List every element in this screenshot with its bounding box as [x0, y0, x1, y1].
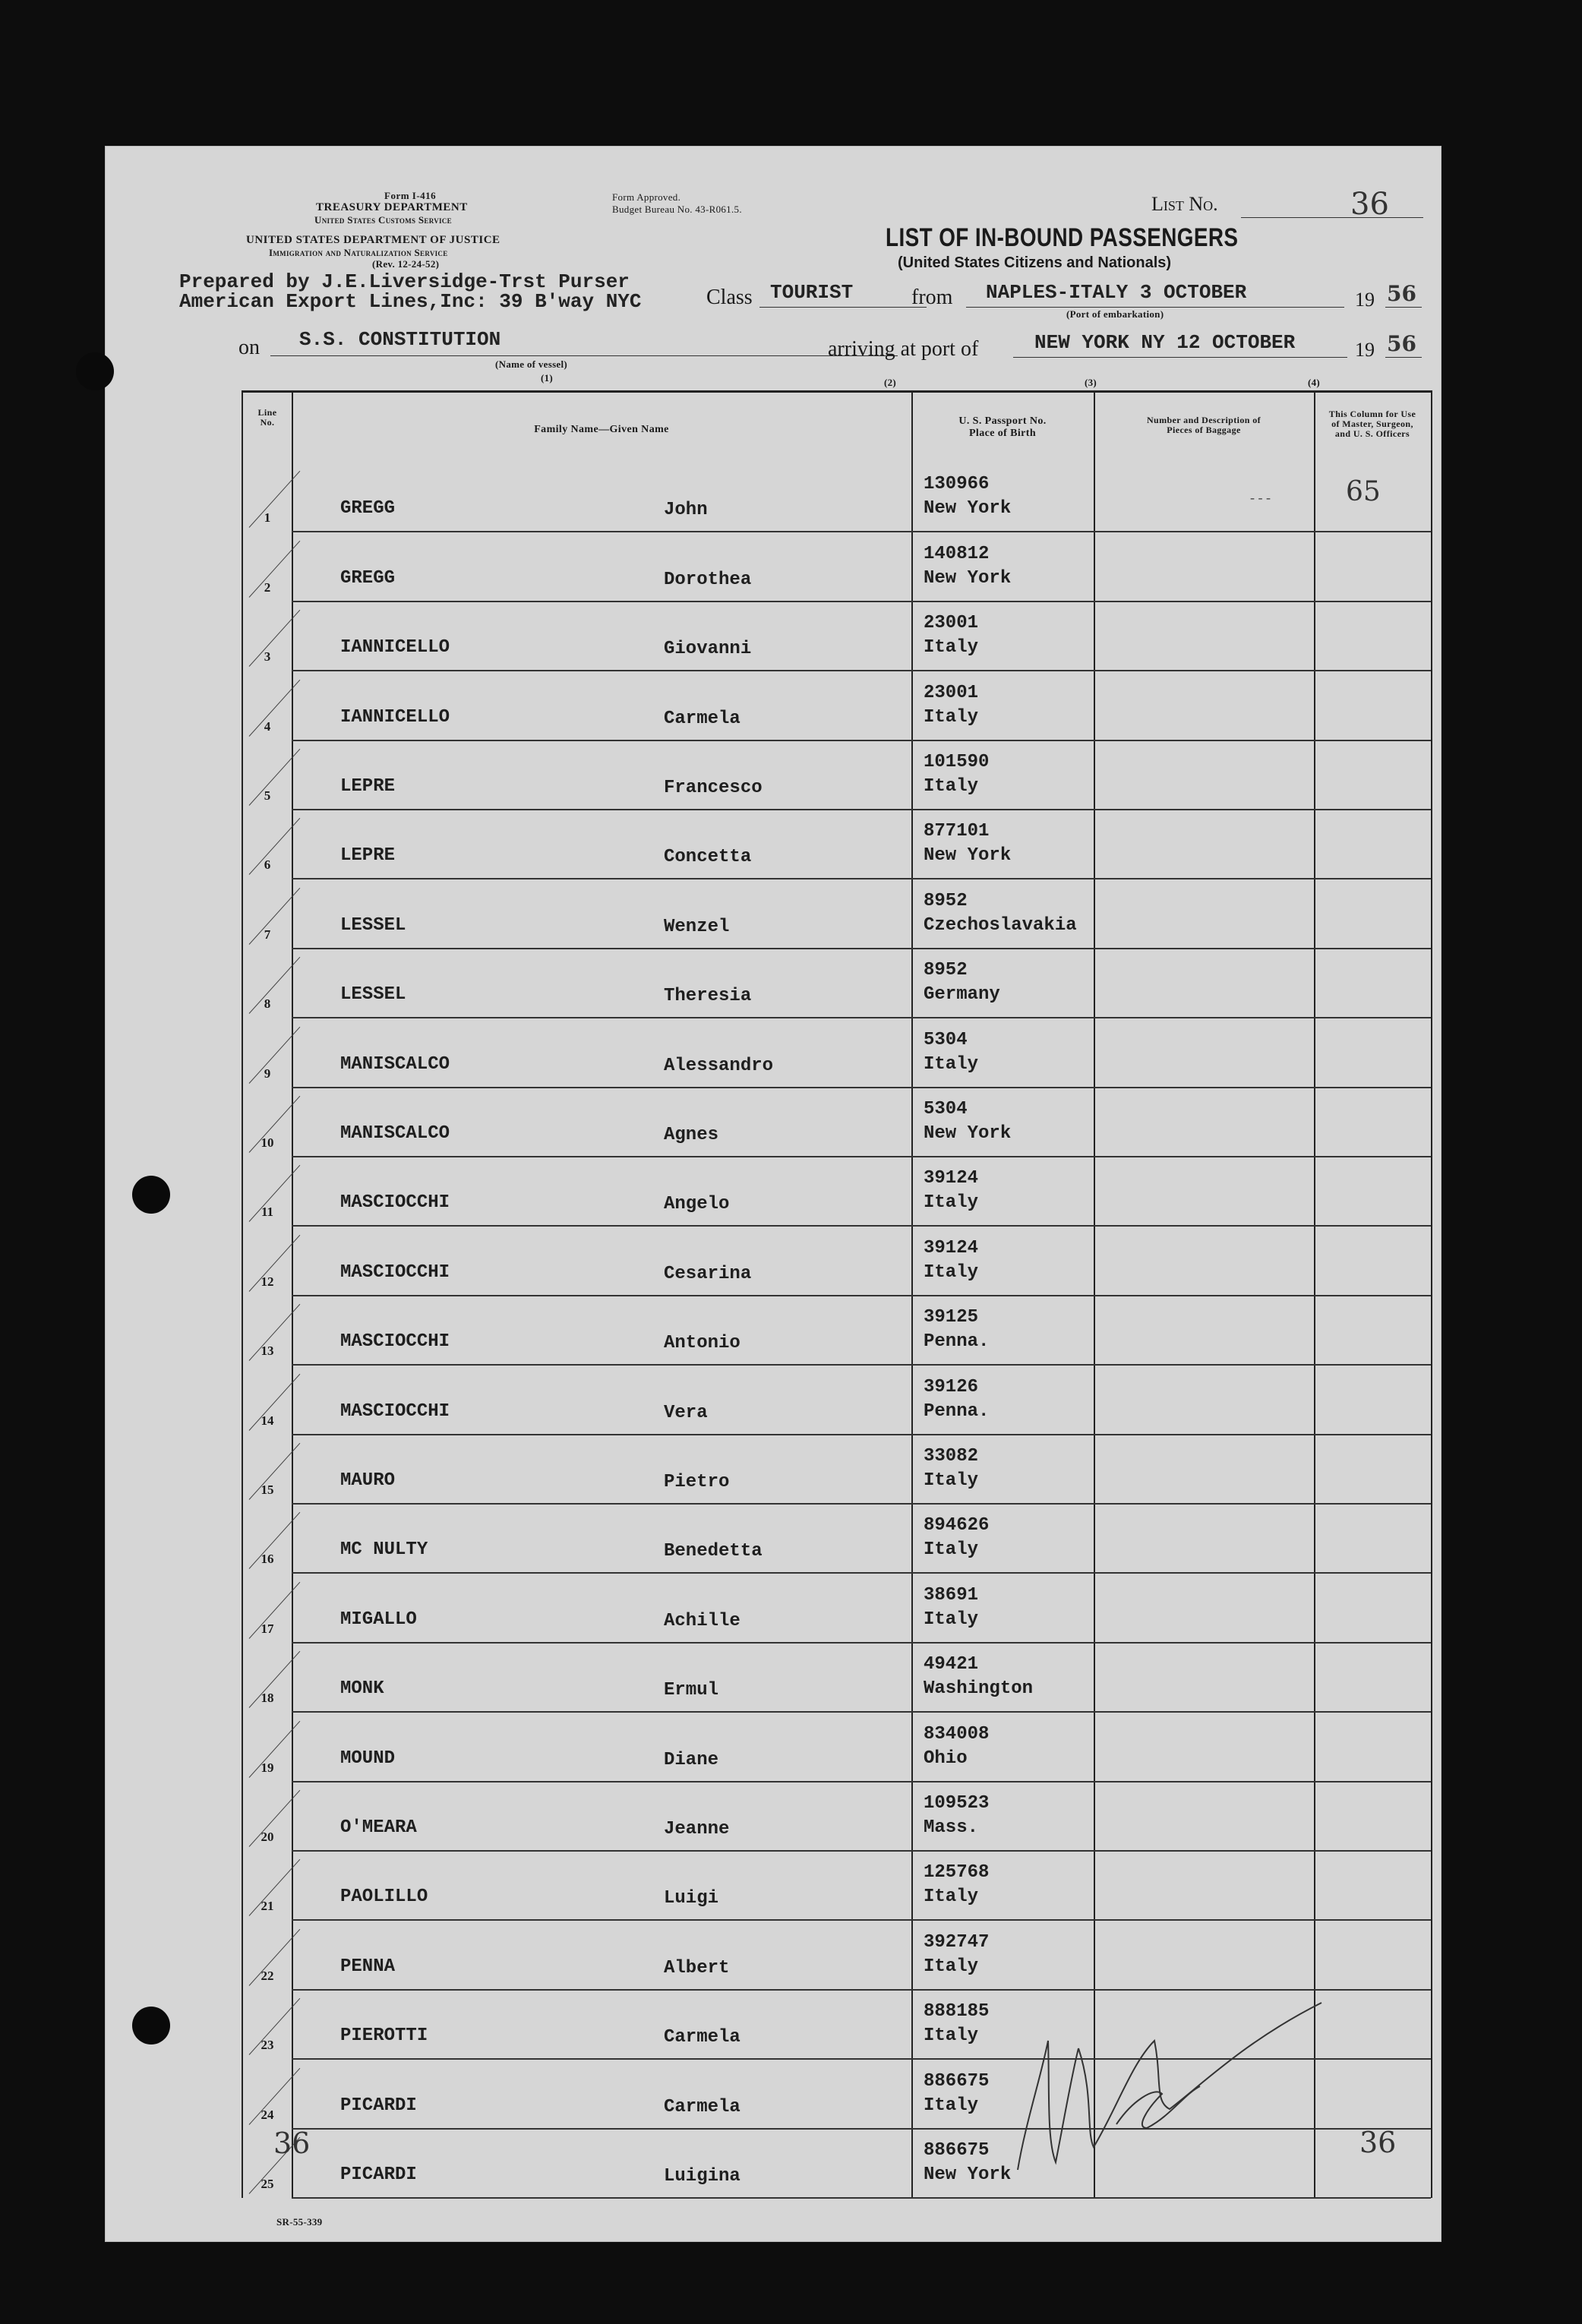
place-of-birth: Italy [924, 1053, 979, 1075]
line-number: 3 [264, 649, 271, 665]
line-number: 5 [264, 788, 271, 803]
place-of-birth: Italy [924, 1887, 979, 1908]
place-of-birth: Italy [924, 1539, 979, 1561]
table-row [243, 1504, 1431, 1573]
table-row [243, 1712, 1431, 1781]
arriving-label: arriving at port of [828, 337, 979, 361]
header-baggage: Number and Description of Pieces of Baggage [1146, 415, 1261, 435]
passport-number: 886675 [924, 2070, 990, 2092]
passenger-table [242, 390, 1432, 2198]
line-number: 20 [261, 1829, 274, 1844]
family-name: PICARDI [340, 2095, 417, 2116]
family-name: LEPRE [340, 845, 396, 867]
table-row [243, 1157, 1431, 1226]
passport-number: 894626 [924, 1515, 990, 1536]
family-name: GREGG [340, 567, 396, 589]
family-name: MONK [340, 1678, 384, 1700]
place-of-birth: Italy [924, 1956, 979, 1977]
bottom-left-36: 36 [273, 2127, 311, 2160]
table-row [243, 740, 1431, 810]
family-name: MANISCALCO [340, 1053, 450, 1075]
family-name: MASCIOCCHI [340, 1192, 450, 1214]
line-number: 22 [261, 1968, 274, 1983]
line-number: 18 [261, 1691, 274, 1706]
place-of-birth: Czechoslavakia [924, 914, 1077, 936]
prepared-by-line-1: Prepared by J.E.Liversidge-Trst Purser [179, 270, 630, 293]
family-name: MAURO [340, 1470, 396, 1491]
embarkation-caption: (Port of embarkation) [1066, 308, 1164, 320]
given-name: Agnes [664, 1124, 719, 1145]
place-of-birth: New York [924, 567, 1012, 589]
from-value: NAPLES-ITALY 3 OCTOBER [986, 281, 1247, 304]
table-row [243, 949, 1431, 1018]
line-number: 2 [264, 579, 271, 595]
family-name: LESSEL [340, 984, 406, 1006]
passport-number: 109523 [924, 1792, 990, 1814]
given-name: Alessandro [664, 1055, 774, 1076]
line-number: 13 [261, 1344, 274, 1359]
table-row [243, 1435, 1431, 1504]
arrival-value: NEW YORK NY 12 OCTOBER [1034, 331, 1296, 354]
ins-service: Immigration and Naturalization Service [269, 247, 448, 258]
passport-number: 8952 [924, 890, 968, 911]
place-of-birth: Italy [924, 1470, 979, 1491]
family-name: LEPRE [340, 775, 396, 797]
given-name: Carmela [664, 2027, 740, 2048]
year-prefix-2: 19 [1355, 339, 1375, 361]
given-name: Giovanni [664, 639, 752, 660]
passport-number: 23001 [924, 613, 979, 634]
given-name: Achille [664, 1610, 740, 1631]
list-no-label: List No. [1151, 193, 1218, 215]
line-number: 24 [261, 2107, 274, 2122]
family-name: MIGALLO [340, 1609, 417, 1630]
family-name: MC NULTY [340, 1539, 428, 1561]
dash-marks: - - - [1250, 490, 1271, 505]
header-name: Family Name—Given Name [534, 424, 669, 435]
punch-hole-middle [132, 1176, 170, 1214]
family-name: GREGG [340, 498, 396, 519]
passport-number: 49421 [924, 1654, 979, 1675]
given-name: Luigi [664, 1888, 719, 1909]
passport-number: 834008 [924, 1723, 990, 1745]
punch-hole-top [76, 352, 114, 390]
place-of-birth: Penna. [924, 1400, 990, 1422]
count-65: 65 [1346, 476, 1381, 507]
line-number: 7 [264, 927, 271, 942]
line-number: 4 [264, 718, 271, 734]
table-row [243, 532, 1431, 601]
line-number: 16 [261, 1552, 274, 1567]
family-name: MASCIOCCHI [340, 1400, 450, 1422]
family-name: MOUND [340, 1748, 396, 1769]
family-name: PICARDI [340, 2164, 417, 2185]
place-of-birth: Penna. [924, 1331, 990, 1353]
line-number: 6 [264, 857, 271, 873]
document-title: LIST OF IN-BOUND PASSENGERS [886, 223, 1239, 252]
table-row [243, 1018, 1431, 1087]
given-name: Luigina [664, 2165, 740, 2187]
passport-number: 877101 [924, 821, 990, 842]
table-row [243, 1226, 1431, 1295]
document-subtitle: (United States Citizens and Nationals) [898, 254, 1172, 271]
line-number: 15 [261, 1482, 274, 1497]
class-label: Class [706, 286, 753, 309]
place-of-birth: Italy [924, 1192, 979, 1214]
place-of-birth: Italy [924, 775, 979, 797]
line-number: 17 [261, 1621, 274, 1636]
table-row [243, 1920, 1431, 1989]
given-name: Cesarina [664, 1263, 752, 1284]
given-name: Carmela [664, 2096, 740, 2117]
table-row [243, 810, 1431, 879]
family-name: PENNA [340, 1956, 396, 1977]
footer-code: SR-55-339 [276, 2216, 323, 2228]
table-row [243, 602, 1431, 671]
form-number: Form I-416 [384, 190, 437, 201]
line-number: 9 [264, 1066, 271, 1081]
given-name: Theresia [664, 986, 752, 1007]
line-number: 23 [261, 2038, 274, 2053]
budget-bureau: Budget Bureau No. 43-R061.5. [612, 204, 742, 215]
vessel-caption: (Name of vessel) [495, 358, 568, 370]
passport-number: 886675 [924, 2139, 990, 2161]
given-name: Jeanne [664, 1818, 730, 1839]
passport-number: 5304 [924, 1029, 968, 1050]
given-name: Angelo [664, 1194, 730, 1215]
class-value: TOURIST [770, 281, 854, 304]
family-name: IANNICELLO [340, 637, 450, 658]
given-name: Concetta [664, 847, 752, 868]
line-number: 8 [264, 996, 271, 1012]
place-of-birth: Washington [924, 1678, 1034, 1700]
family-name: IANNICELLO [340, 706, 450, 728]
prepared-by-line-2: American Export Lines,Inc: 39 B'way NYC [179, 290, 642, 313]
given-name: Wenzel [664, 916, 730, 937]
from-label: from [911, 286, 953, 309]
header-officers: This Column for Use of Master, Surgeon, and U. S. Officers [1328, 409, 1416, 439]
col1-number: (1) [541, 372, 554, 384]
passport-number: 5304 [924, 1098, 968, 1119]
passport-number: 39125 [924, 1307, 979, 1328]
on-label: on [238, 336, 260, 359]
family-name: MANISCALCO [340, 1123, 450, 1144]
family-name: MASCIOCCHI [340, 1331, 450, 1353]
signature-scrawl [1003, 1995, 1337, 2177]
year-value-2: 56 [1387, 331, 1416, 356]
place-of-birth: Italy [924, 1261, 979, 1283]
line-number: 12 [261, 1274, 274, 1289]
table-row [243, 671, 1431, 740]
given-name: Antonio [664, 1333, 740, 1354]
passport-number: 392747 [924, 1931, 990, 1953]
given-name: Carmela [664, 708, 740, 729]
form-approved: Form Approved. [612, 191, 681, 203]
place-of-birth: Ohio [924, 1748, 968, 1769]
passport-number: 38691 [924, 1584, 979, 1606]
year-value-1: 56 [1387, 281, 1416, 306]
passport-number: 101590 [924, 751, 990, 772]
table-row [243, 1573, 1431, 1642]
line-number: 25 [261, 2176, 274, 2191]
table-row [243, 1296, 1431, 1365]
place-of-birth: Italy [924, 2026, 979, 2047]
given-name: Ermul [664, 1680, 719, 1701]
table-row [243, 1365, 1431, 1434]
list-no-value: 36 [1350, 187, 1389, 222]
table-row [243, 1782, 1431, 1851]
table-row [243, 1851, 1431, 1920]
passport-number: 140812 [924, 543, 990, 564]
family-name: PIEROTTI [340, 2026, 428, 2047]
dept-of-justice: UNITED STATES DEPARTMENT OF JUSTICE [246, 234, 500, 246]
passport-number: 8952 [924, 960, 968, 981]
revision: (Rev. 12-24-52) [372, 258, 440, 270]
family-name: PAOLILLO [340, 1887, 428, 1908]
place-of-birth: Mass. [924, 1817, 979, 1838]
given-name: Vera [664, 1402, 708, 1423]
place-of-birth: Italy [924, 706, 979, 728]
document-sheet [105, 146, 1441, 2242]
family-name: LESSEL [340, 914, 406, 936]
bottom-right-36: 36 [1359, 2126, 1397, 2159]
vessel-name: S.S. CONSTITUTION [299, 328, 501, 351]
line-number: 14 [261, 1413, 274, 1428]
line-number: 1 [264, 510, 271, 526]
col3-number: (3) [1085, 377, 1097, 388]
given-name: Diane [664, 1749, 719, 1770]
line-number: 11 [261, 1205, 274, 1220]
passport-number: 125768 [924, 1862, 990, 1884]
given-name: Dorothea [664, 569, 752, 590]
passport-number: 39124 [924, 1237, 979, 1258]
line-number: 10 [261, 1135, 274, 1150]
line-number: 21 [261, 1899, 274, 1914]
given-name: Pietro [664, 1471, 730, 1492]
col4-number: (4) [1308, 377, 1321, 388]
passport-number: 23001 [924, 682, 979, 703]
table-row [243, 1088, 1431, 1157]
family-name: MASCIOCCHI [340, 1261, 450, 1283]
line-number: 19 [261, 1760, 274, 1775]
customs-service: United States Customs Service [314, 214, 452, 226]
punch-hole-bottom [132, 2007, 170, 2045]
header-passport: U. S. Passport No. Place of Birth [958, 415, 1047, 439]
given-name: John [664, 500, 708, 521]
passport-number: 130966 [924, 474, 990, 495]
passport-number: 33082 [924, 1445, 979, 1467]
place-of-birth: New York [924, 845, 1012, 867]
place-of-birth: Italy [924, 1609, 979, 1630]
passport-number: 888185 [924, 2001, 990, 2022]
col2-number: (2) [884, 377, 897, 388]
given-name: Francesco [664, 777, 763, 798]
place-of-birth: Italy [924, 2095, 979, 2116]
table-row [243, 1643, 1431, 1712]
family-name: O'MEARA [340, 1817, 417, 1838]
place-of-birth: New York [924, 2164, 1012, 2185]
treasury-department: TREASURY DEPARTMENT [316, 201, 468, 213]
place-of-birth: New York [924, 1123, 1012, 1144]
given-name: Albert [664, 1957, 730, 1978]
year-prefix-1: 19 [1355, 289, 1375, 311]
passport-number: 39126 [924, 1376, 979, 1397]
table-row [243, 879, 1431, 948]
place-of-birth: Italy [924, 637, 979, 658]
passport-number: 39124 [924, 1168, 979, 1189]
place-of-birth: New York [924, 498, 1012, 519]
place-of-birth: Germany [924, 984, 1000, 1006]
header-line-no: Line No. [257, 407, 277, 428]
given-name: Benedetta [664, 1541, 763, 1562]
